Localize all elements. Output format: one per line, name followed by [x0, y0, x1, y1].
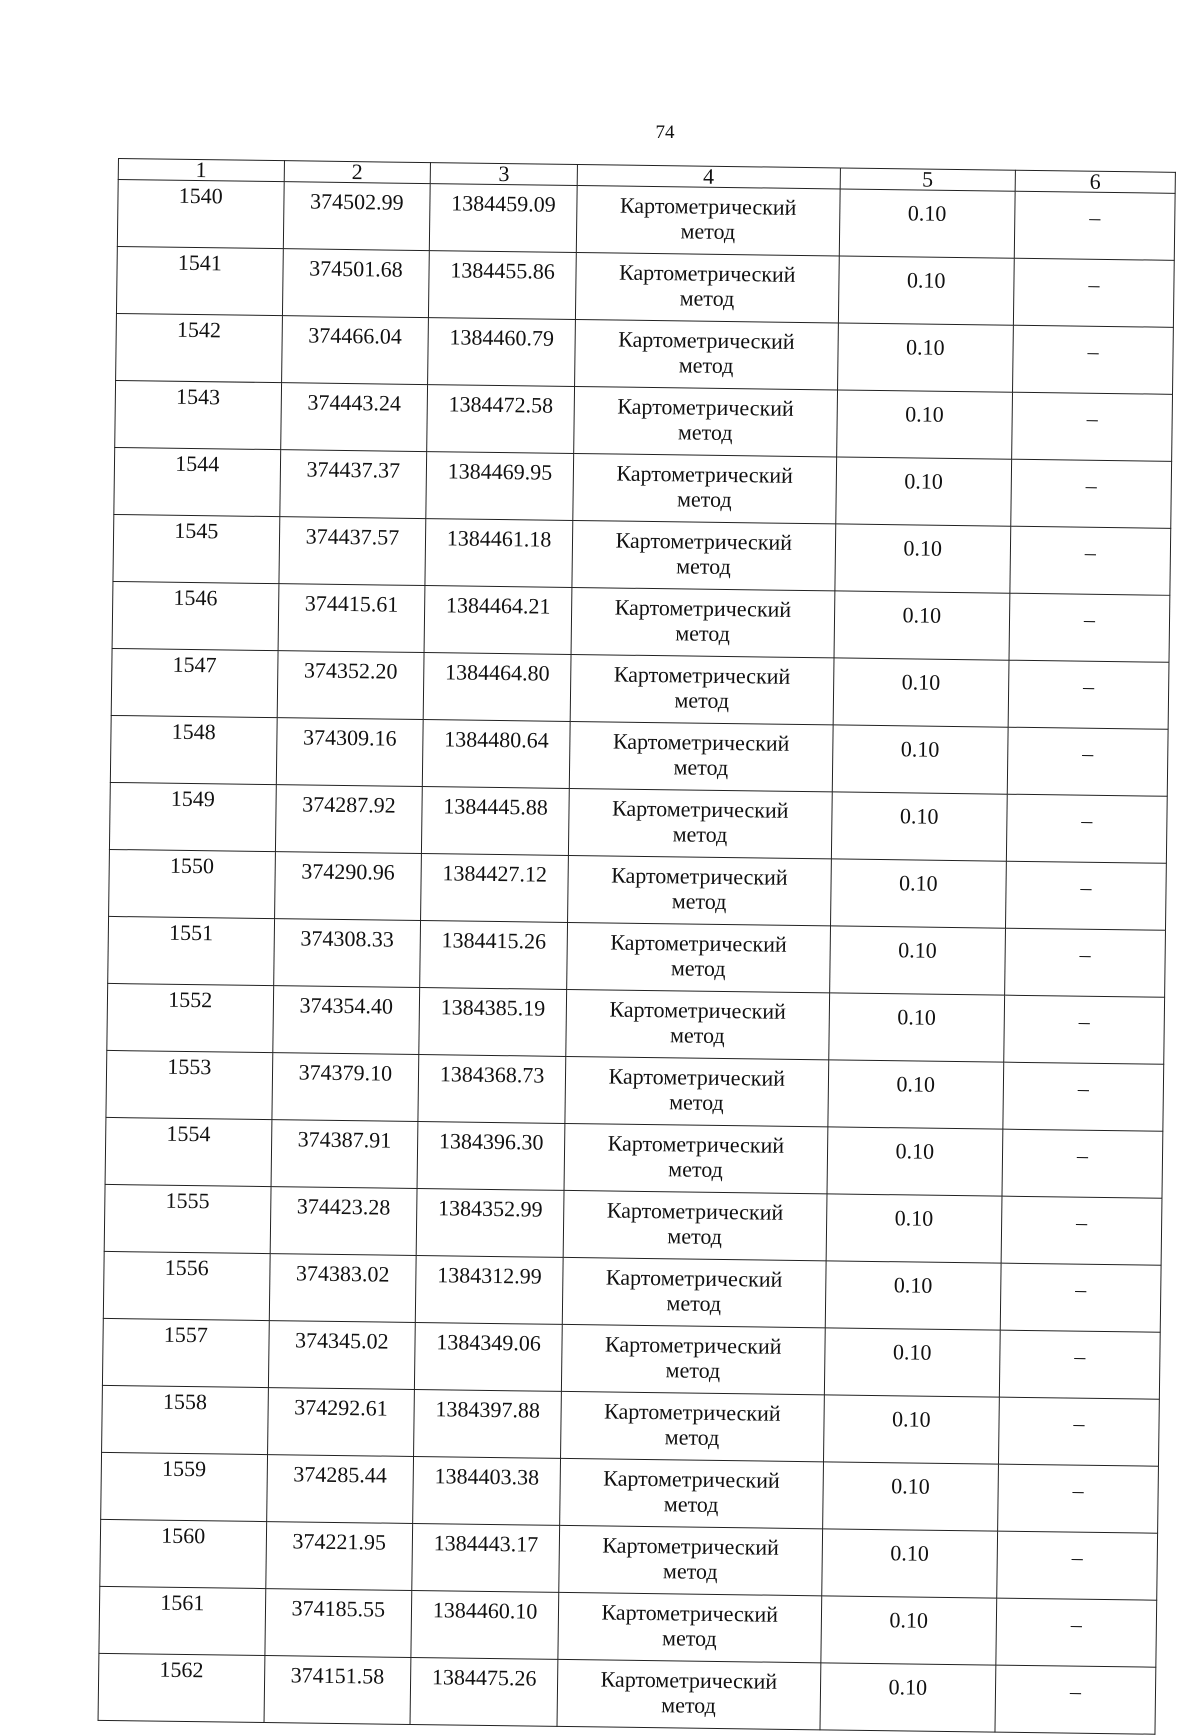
method-cell — [568, 855, 831, 925]
accuracy-cell: 0.10 — [829, 926, 1005, 995]
method-line-2: метод — [667, 1223, 723, 1249]
method-cell — [561, 1324, 824, 1394]
point-number-cell: 1548 — [110, 715, 276, 784]
accuracy-cell: 0.10 — [824, 1328, 1000, 1397]
x-coordinate-cell: 374345.02 — [268, 1321, 416, 1390]
x-coordinate-cell: 374437.57 — [278, 517, 426, 586]
x-coordinate-cell: 374308.33 — [273, 919, 421, 988]
x-coordinate-cell: 374352.20 — [277, 651, 425, 720]
y-coordinate-cell: 1384464.21 — [424, 586, 572, 655]
method-line-2: метод — [662, 1558, 718, 1584]
method-line-1: Картометрический — [602, 1532, 780, 1560]
method-cell — [565, 1056, 828, 1126]
note-cell: – — [1014, 191, 1175, 260]
accuracy-cell: 0.10 — [825, 1261, 1001, 1330]
y-coordinate-cell: 1384443.17 — [412, 1523, 560, 1592]
note-cell: – — [1004, 995, 1165, 1064]
method-cell — [557, 1659, 820, 1729]
method-line-1: Картометрический — [607, 1130, 785, 1158]
x-coordinate-cell: 374292.61 — [267, 1388, 415, 1457]
x-coordinate-cell: 374502.99 — [283, 182, 431, 251]
note-cell: – — [1009, 593, 1170, 662]
point-number-cell: 1551 — [108, 916, 274, 985]
method-cell — [576, 186, 839, 256]
accuracy-cell: 0.10 — [838, 256, 1014, 325]
method-line-1: Картометрический — [615, 527, 793, 555]
y-coordinate-cell: 1384460.79 — [428, 318, 576, 387]
method-line-2: метод — [672, 821, 728, 848]
note-cell: – — [1003, 1062, 1164, 1131]
point-number-cell: 1553 — [106, 1050, 272, 1119]
table-row — [98, 1653, 1156, 1734]
y-coordinate-cell: 1384459.09 — [430, 184, 578, 253]
method-line-2: метод — [670, 955, 726, 982]
note-cell: – — [999, 1330, 1160, 1399]
method-cell — [560, 1458, 823, 1528]
method-cell — [575, 320, 838, 390]
method-cell — [559, 1525, 822, 1595]
method-line-2: метод — [663, 1491, 719, 1517]
note-cell: – — [998, 1464, 1159, 1533]
method-line-1: Картометрический — [618, 259, 796, 287]
x-coordinate-cell: 374221.95 — [265, 1522, 413, 1591]
note-cell: – — [1012, 325, 1173, 394]
accuracy-cell: 0.10 — [835, 457, 1011, 526]
method-line-1: Картометрический — [616, 460, 794, 488]
point-number-cell: 1552 — [107, 983, 273, 1052]
method-line-2: метод — [666, 1290, 722, 1316]
note-cell: – — [1006, 794, 1167, 863]
x-coordinate-cell: 374437.37 — [279, 450, 427, 519]
method-line-1: Картометрический — [605, 1264, 783, 1292]
accuracy-cell: 0.10 — [831, 792, 1007, 861]
y-coordinate-cell: 1384427.12 — [421, 854, 569, 923]
x-coordinate-cell: 374383.02 — [269, 1254, 417, 1323]
accuracy-cell: 0.10 — [821, 1529, 997, 1598]
point-number-cell: 1562 — [98, 1653, 264, 1722]
note-cell: – — [998, 1397, 1159, 1466]
accuracy-cell: 0.10 — [833, 658, 1009, 727]
method-line-2: метод — [669, 1022, 725, 1049]
method-line-2: метод — [665, 1357, 721, 1383]
x-coordinate-cell: 374185.55 — [264, 1589, 412, 1658]
column-header: 4 — [577, 165, 840, 189]
method-line-1: Картометрический — [608, 1063, 786, 1091]
method-line-1: Картометрический — [610, 929, 787, 957]
x-coordinate-cell: 374151.58 — [264, 1656, 412, 1725]
point-number-cell: 1559 — [101, 1452, 267, 1521]
accuracy-cell: 0.10 — [823, 1395, 999, 1464]
accuracy-cell: 0.10 — [832, 725, 1008, 794]
accuracy-cell: 0.10 — [839, 189, 1015, 258]
column-header: 5 — [840, 168, 1016, 191]
accuracy-cell: 0.10 — [836, 390, 1012, 459]
y-coordinate-cell: 1384349.06 — [415, 1322, 563, 1391]
point-number-cell: 1557 — [102, 1318, 268, 1387]
method-cell — [575, 253, 838, 323]
accuracy-cell: 0.10 — [830, 859, 1006, 928]
note-cell: – — [1013, 258, 1174, 327]
accuracy-cell: 0.10 — [827, 1127, 1003, 1196]
note-cell: – — [1012, 392, 1173, 461]
method-line-2: метод — [680, 218, 736, 245]
method-cell — [563, 1190, 826, 1260]
method-line-1: Картометрический — [606, 1197, 784, 1225]
y-coordinate-cell: 1384480.64 — [423, 720, 571, 789]
point-number-cell: 1544 — [114, 447, 280, 516]
point-number-cell: 1546 — [112, 581, 278, 650]
accuracy-cell: 0.10 — [837, 323, 1013, 392]
accuracy-cell: 0.10 — [822, 1462, 998, 1531]
method-line-2: метод — [661, 1625, 717, 1651]
method-line-1: Картометрический — [603, 1398, 781, 1426]
point-number-cell: 1556 — [103, 1251, 269, 1320]
point-number-cell: 1561 — [99, 1586, 265, 1655]
method-line-1: Картометрический — [604, 1331, 782, 1359]
y-coordinate-cell: 1384352.99 — [416, 1189, 564, 1258]
x-coordinate-cell: 374501.68 — [282, 249, 430, 318]
accuracy-cell: 0.10 — [826, 1194, 1002, 1263]
method-line-1: Картометрический — [618, 326, 795, 354]
column-header: 2 — [284, 161, 431, 184]
method-cell — [562, 1257, 825, 1327]
y-coordinate-cell: 1384469.95 — [426, 452, 574, 521]
note-cell: – — [1005, 928, 1166, 997]
method-cell — [568, 788, 831, 858]
y-coordinate-cell: 1384368.73 — [418, 1055, 566, 1124]
method-cell — [558, 1592, 821, 1662]
y-coordinate-cell: 1384415.26 — [420, 921, 568, 990]
method-line-1: Картометрический — [600, 1666, 778, 1694]
y-coordinate-cell: 1384455.86 — [429, 251, 577, 320]
method-cell — [571, 587, 834, 657]
method-line-2: метод — [677, 419, 733, 446]
method-line-2: метод — [668, 1089, 724, 1116]
y-coordinate-cell: 1384385.19 — [419, 988, 567, 1057]
x-coordinate-cell: 374466.04 — [281, 316, 429, 385]
method-cell — [569, 721, 832, 791]
coordinates-table — [98, 158, 1176, 1735]
point-number-cell: 1549 — [109, 782, 275, 851]
method-cell — [574, 386, 837, 456]
y-coordinate-cell: 1384475.26 — [410, 1657, 558, 1726]
note-cell: – — [1007, 727, 1168, 796]
point-number-cell: 1542 — [116, 313, 282, 382]
y-coordinate-cell: 1384472.58 — [427, 385, 575, 454]
x-coordinate-cell: 374290.96 — [274, 852, 422, 921]
point-number-cell: 1547 — [111, 648, 277, 717]
point-number-cell: 1545 — [113, 514, 279, 583]
method-cell — [567, 922, 830, 992]
note-cell: – — [1008, 660, 1169, 729]
accuracy-cell: 0.10 — [827, 1060, 1003, 1129]
x-coordinate-cell: 374443.24 — [280, 383, 428, 452]
x-coordinate-cell: 374354.40 — [272, 986, 420, 1055]
method-line-1: Картометрический — [613, 661, 791, 689]
y-coordinate-cell: 1384460.10 — [411, 1590, 559, 1659]
method-line-2: метод — [671, 888, 727, 915]
y-coordinate-cell: 1384403.38 — [413, 1456, 561, 1525]
point-number-cell: 1540 — [117, 180, 283, 249]
method-line-1: Картометрический — [619, 192, 797, 220]
accuracy-cell: 0.10 — [820, 1663, 996, 1732]
method-line-2: метод — [679, 285, 735, 312]
x-coordinate-cell: 374379.10 — [271, 1053, 419, 1122]
point-number-cell: 1560 — [100, 1519, 266, 1588]
method-line-1: Картометрический — [617, 393, 794, 421]
method-line-1: Картометрический — [601, 1599, 779, 1627]
note-cell: – — [996, 1598, 1157, 1667]
y-coordinate-cell: 1384445.88 — [422, 787, 570, 856]
point-number-cell: 1558 — [102, 1385, 268, 1454]
method-cell — [573, 453, 836, 523]
method-cell — [566, 989, 829, 1059]
y-coordinate-cell: 1384397.88 — [414, 1389, 562, 1458]
accuracy-cell: 0.10 — [828, 993, 1004, 1062]
table-body — [98, 159, 1175, 1735]
note-cell: – — [1002, 1129, 1163, 1198]
method-line-1: Картометрический — [611, 795, 789, 823]
method-cell — [560, 1391, 823, 1461]
column-header: 6 — [1015, 170, 1175, 193]
column-header: 3 — [430, 163, 577, 186]
method-cell — [572, 520, 835, 590]
accuracy-cell: 0.10 — [834, 524, 1010, 593]
method-line-1: Картометрический — [614, 594, 792, 622]
method-line-2: метод — [675, 620, 731, 647]
note-cell: – — [1001, 1196, 1162, 1265]
point-number-cell: 1541 — [116, 246, 282, 315]
note-cell: – — [1005, 861, 1166, 930]
note-cell: – — [997, 1531, 1158, 1600]
point-number-cell: 1554 — [105, 1117, 271, 1186]
method-line-2: метод — [674, 687, 730, 714]
y-coordinate-cell: 1384461.18 — [425, 519, 573, 588]
point-number-cell: 1550 — [109, 849, 275, 918]
method-line-1: Картометрический — [611, 862, 788, 890]
x-coordinate-cell: 374309.16 — [276, 718, 424, 787]
coordinates-table-container — [98, 158, 1176, 1735]
method-line-2: метод — [661, 1692, 717, 1718]
x-coordinate-cell: 374287.92 — [275, 785, 423, 854]
method-cell — [570, 654, 833, 724]
note-cell: – — [1011, 459, 1172, 528]
method-line-2: метод — [676, 553, 731, 580]
method-line-2: метод — [676, 486, 732, 513]
note-cell: – — [995, 1665, 1156, 1734]
method-line-1: Картометрический — [603, 1465, 780, 1493]
note-cell: – — [1000, 1263, 1161, 1332]
y-coordinate-cell: 1384396.30 — [417, 1122, 565, 1191]
point-number-cell: 1555 — [104, 1184, 270, 1253]
method-line-1: Картометрический — [609, 996, 787, 1024]
x-coordinate-cell: 374387.91 — [271, 1120, 419, 1189]
column-header: 1 — [118, 159, 284, 182]
x-coordinate-cell: 374415.61 — [278, 584, 426, 653]
method-line-2: метод — [678, 352, 734, 379]
x-coordinate-cell: 374423.28 — [270, 1187, 418, 1256]
accuracy-cell: 0.10 — [820, 1596, 996, 1665]
page-number: 74 — [655, 122, 675, 143]
method-cell — [564, 1123, 827, 1193]
y-coordinate-cell: 1384312.99 — [416, 1255, 564, 1324]
x-coordinate-cell: 374285.44 — [266, 1455, 414, 1524]
accuracy-cell: 0.10 — [834, 591, 1010, 660]
y-coordinate-cell: 1384464.80 — [423, 653, 571, 722]
note-cell: – — [1010, 526, 1171, 595]
method-line-2: метод — [664, 1424, 720, 1450]
method-line-2: метод — [668, 1156, 724, 1183]
point-number-cell: 1543 — [115, 380, 281, 449]
method-line-2: метод — [673, 754, 729, 781]
method-line-1: Картометрический — [612, 728, 790, 756]
